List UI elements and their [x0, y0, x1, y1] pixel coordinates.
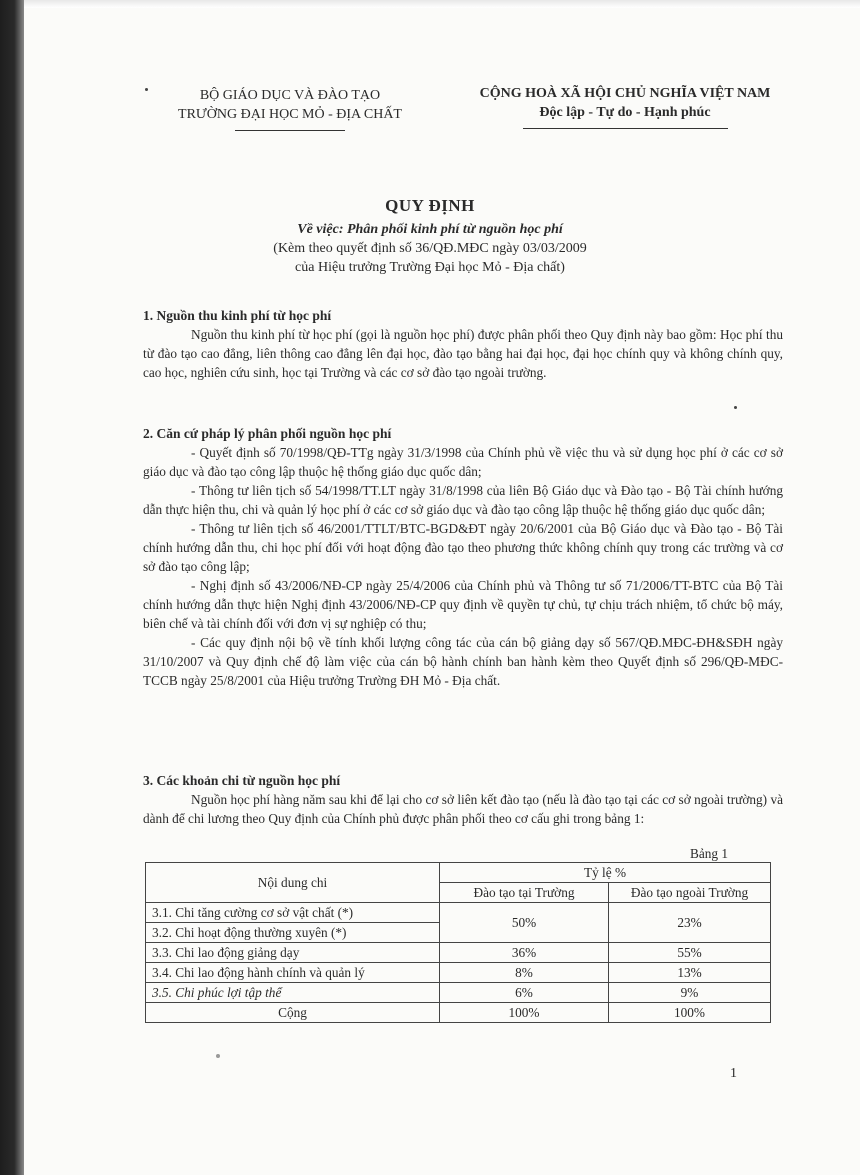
table-header-row — [146, 863, 771, 883]
header-republic — [460, 84, 790, 129]
section-1-text: Nguồn thu kinh phí từ học phí (gọi là nguồn học phí) được phân phối theo Quy định này bao gồm: Học phí thu từ đào tạo cao đẳng, liên thông cao đẳng lên đại học, đào tạo bằng hai đại học, đại học chính quy và không chính quy, cao học, nghiên cứu sinh, học tại Trường và các cơ sở đào tạo ngoài trường. — [143, 327, 783, 380]
scan-speck — [145, 88, 148, 91]
subject-line: Về việc: Phân phối kinh phí từ nguồn học phí — [297, 222, 563, 237]
header-internal: Đào tạo tại Trường — [440, 883, 609, 903]
republic-name: CỘNG HOÀ XÃ HỘI CHỦ NGHĨA VIỆT NAM — [479, 86, 771, 101]
motto: Độc lập - Tự do - Hạnh phúc — [539, 105, 711, 120]
section-1 — [143, 306, 783, 382]
row-external: 13% — [609, 963, 771, 983]
legal-basis-item: - Thông tư liên tịch số 46/2001/TTLT/BTC-BGD&ĐT ngày 20/6/2001 của Bộ Giáo dục và Đào tạo - Bộ Tài chính hướng dẫn thu, chi học phí đối với hoạt động đào tạo theo phương thức không chính quy trong các trường và cơ sở đào tạo công lập; — [143, 521, 783, 574]
header-right-rule — [523, 128, 728, 129]
table-row — [146, 963, 771, 983]
header-left-rule — [235, 130, 345, 131]
row-external: 55% — [609, 943, 771, 963]
row-internal: 8% — [440, 963, 609, 983]
section-2-heading: 2. Căn cứ pháp lý phân phối nguồn học phí — [143, 426, 392, 441]
table-row — [146, 903, 771, 923]
issuer-line: của Hiệu trưởng Trường Đại học Mỏ - Địa chất) — [295, 260, 565, 275]
document-subtitle — [24, 220, 836, 277]
section-3-heading: 3. Các khoản chi từ nguồn học phí — [143, 773, 341, 788]
document-title: QUY ĐỊNH — [385, 196, 475, 215]
section-1-heading: 1. Nguồn thu kinh phí từ học phí — [143, 308, 332, 323]
row-internal: 6% — [440, 983, 609, 1003]
scan-speck — [216, 1054, 220, 1058]
legal-basis-item: - Thông tư liên tịch số 54/1998/TT.LT ngày 31/8/1998 của liên Bộ Giáo dục và Đào tạo - Bộ Tài chính hướng dẫn thực hiện thu, chi và quản lý học phí ở các cơ sở giáo dục và đào tạo công lập thuộc hệ thống giáo dục quốc dân; — [143, 483, 783, 517]
table-total-row — [146, 1003, 771, 1023]
header-ratio: Tỷ lệ % — [440, 863, 771, 883]
university-name: TRƯỜNG ĐẠI HỌC MỎ - ĐỊA CHẤT — [178, 107, 402, 122]
row-external: 9% — [609, 983, 771, 1003]
fee-distribution-table — [145, 862, 771, 1023]
page-number: 1 — [730, 1066, 737, 1081]
total-internal: 100% — [440, 1003, 609, 1023]
section-2 — [143, 424, 783, 690]
row-item: 3.2. Chi hoạt động thường xuyên (*) — [146, 923, 440, 943]
decision-reference: (Kèm theo quyết định số 36/QĐ.MĐC ngày 03/03/2009 — [273, 241, 587, 256]
ministry-name: BỘ GIÁO DỤC VÀ ĐÀO TẠO — [199, 88, 381, 103]
scan-edge-top — [24, 0, 860, 8]
row-item: 3.4. Chi lao động hành chính và quản lý — [146, 963, 440, 983]
total-label: Cộng — [146, 1003, 440, 1023]
merged-internal-value: 50% — [440, 903, 609, 943]
header-content: Nội dung chi — [146, 863, 440, 903]
section-3 — [143, 771, 783, 828]
legal-basis-item: - Nghị định số 43/2006/NĐ-CP ngày 25/4/2006 của Chính phủ và Thông tư số 71/2006/TT-BTC của Bộ Tài chính hướng dẫn thực hiện Nghị định 43/2006/NĐ-CP quy định về quyền tự chủ, tự chịu trách nhiệm, tổ chức bộ máy, biên chế và tài chính đối với đơn vị sự nghiệp có thu; — [143, 578, 783, 631]
legal-basis-item: - Các quy định nội bộ về tính khối lượng công tác của cán bộ giảng dạy số 567/QĐ.MĐC-ĐH&SĐH ngày 31/10/2007 và Quy định chế độ làm việc của cán bộ hành chính ban hành kèm theo Quyết định số 296/QĐ-MĐC-TCCB ngày 25/8/2001 của Hiệu trưởng Trường ĐH Mỏ - Địa chất. — [143, 635, 783, 688]
table-row — [146, 943, 771, 963]
section-3-text: Nguồn học phí hàng năm sau khi để lại cho cơ sở liên kết đào tạo (nếu là đào tạo tại các cơ sở ngoài trường) và dành để chi lương theo Quy định của Chính phủ được phân phối theo cơ cấu ghi trong bảng 1: — [143, 792, 783, 826]
row-item: 3.3. Chi lao động giảng dạy — [146, 943, 440, 963]
total-external: 100% — [609, 1003, 771, 1023]
row-item: 3.5. Chi phúc lợi tập thể — [146, 983, 440, 1003]
row-item: 3.1. Chi tăng cường cơ sở vật chất (*) — [146, 903, 440, 923]
scan-speck — [734, 406, 737, 409]
table-row — [146, 983, 771, 1003]
header-ministry — [155, 86, 425, 131]
merged-external-value: 23% — [609, 903, 771, 943]
row-internal: 36% — [440, 943, 609, 963]
legal-basis-item: - Quyết định số 70/1998/QĐ-TTg ngày 31/3/1998 của Chính phủ về việc thu và sử dụng học phí ở các cơ sở giáo dục và đào tạo công lập thuộc hệ thống giáo dục quốc dân; — [143, 445, 783, 479]
header-external: Đào tạo ngoài Trường — [609, 883, 771, 903]
scan-edge — [0, 0, 24, 1175]
table-label: Bảng 1 — [690, 846, 729, 861]
